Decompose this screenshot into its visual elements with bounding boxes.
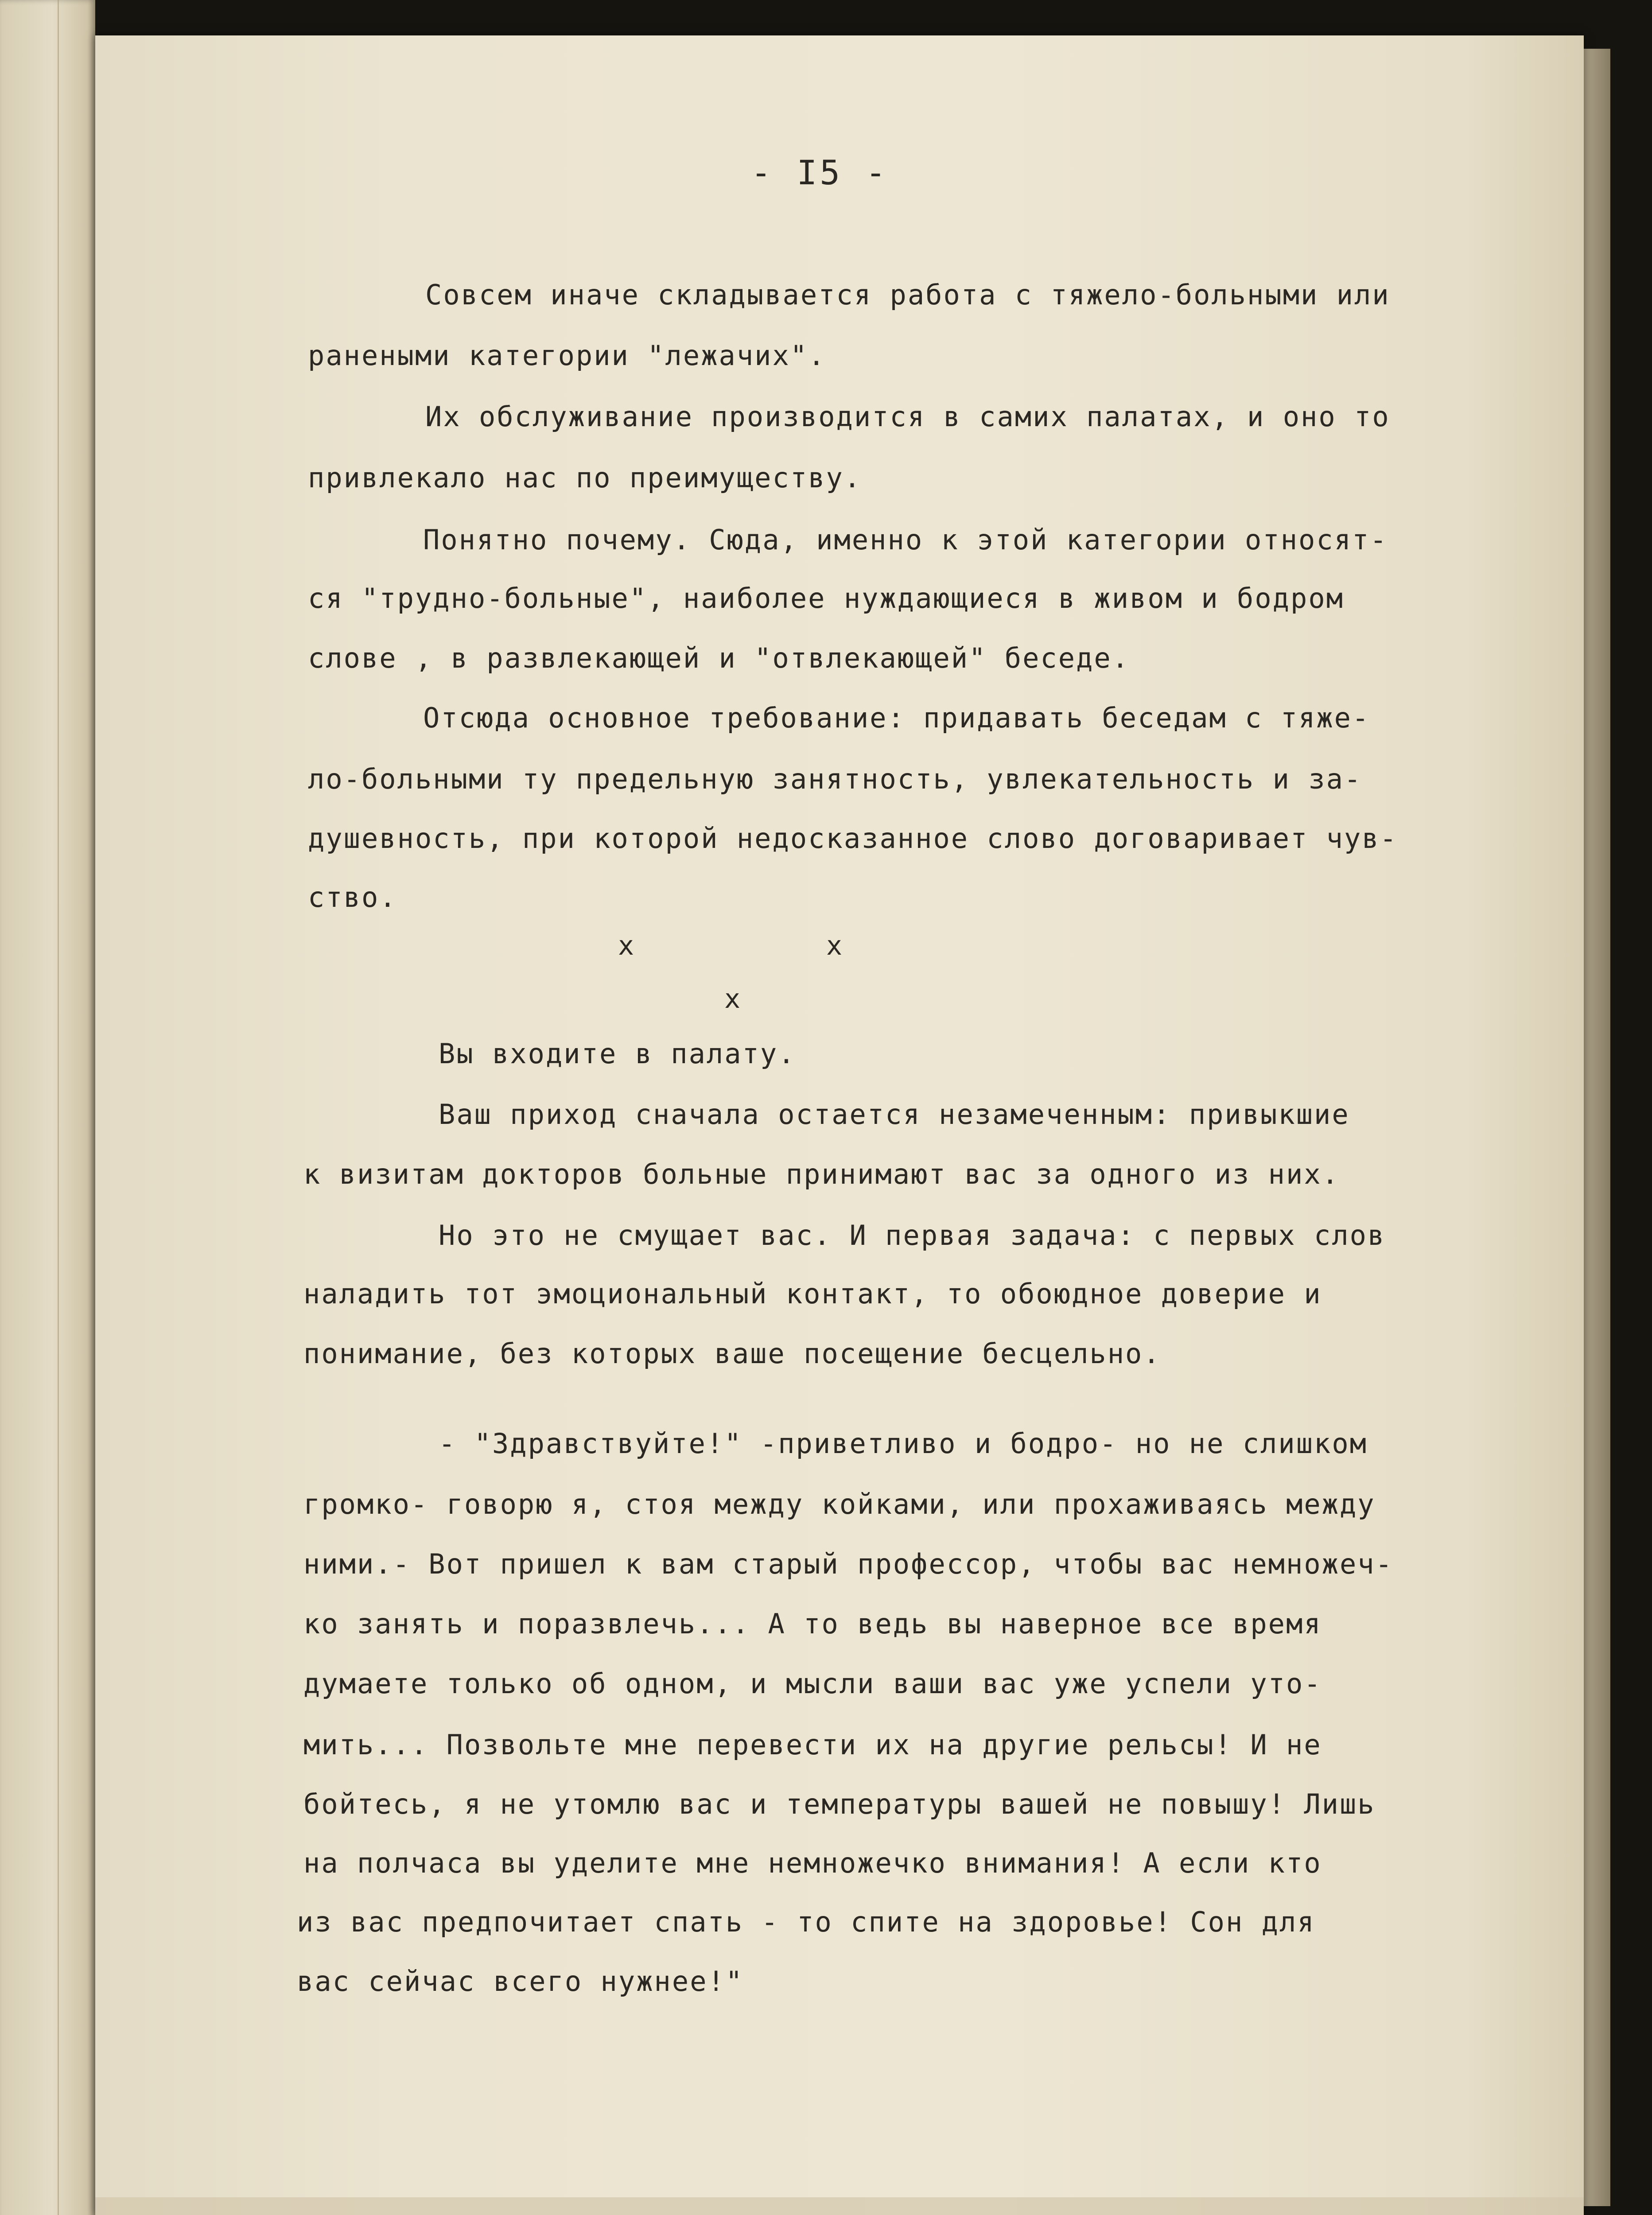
text-line: - "Здравствуйте!" -приветливо и бодро- но не слишком [439,1427,1368,1460]
left-page-edge [0,0,95,2215]
text-line: привлекало нас по преимуществу. [308,462,862,494]
separator-mark: x [724,983,741,1014]
text-line: думаете только об одном, и мысли ваши вас уже успели уто- [303,1667,1322,1700]
text-line: ранеными категории "лежачих". [308,339,826,372]
text-line: бойтесь, я не утомлю вас и температуры вашей не повышу! Лишь [303,1788,1376,1820]
text-line: Их обслуживание производится в самих палатах, и оно то [425,400,1390,433]
fold-line [58,0,59,2215]
separator-mark: x [618,930,634,961]
right-page-edge [1584,49,1610,2206]
text-line: ко занять и поразвлечь... А то ведь вы наверное все время [303,1608,1322,1640]
text-line: наладить тот эмоциональный контакт, то обоюдное доверие и [303,1278,1322,1310]
typed-page [95,35,1584,2215]
text-line: Совсем иначе складывается работа с тяжело-больными или [425,279,1390,311]
text-line: вас сейчас всего нужнее!" [297,1965,744,1997]
page-number: - I5 - [751,153,889,192]
page-bottom-edge [95,2197,1584,2215]
text-line: Ваш приход сначала остается незамеченным: привыкшие [439,1098,1350,1131]
text-line: слове , в развлекающей и "отвлекающей" беседе. [308,642,1130,674]
text-line: на полчаса вы уделите мне немножечко внимания! А если кто [303,1847,1322,1879]
text-line: мить... Позвольте мне перевести их на другие рельсы! И не [303,1729,1322,1761]
text-line: душевность, при которой недосказанное слово договаривает чув- [308,822,1398,855]
text-line: понимание, без которых ваше посещение бесцельно. [303,1337,1161,1370]
text-line: Отсюда основное требование: придавать беседам с тяже- [423,702,1370,734]
text-line: ними.- Вот пришел к вам старый профессор, чтобы вас немножеч- [303,1548,1393,1580]
text-line: Понятно почему. Сюда, именно к этой категории относят- [423,524,1388,556]
text-line: ло-больными ту предельную занятность, увлекательность и за- [308,763,1362,795]
page-content [95,35,1584,2215]
text-line: ство. [308,881,397,913]
text-line: ся "трудно-больные", наиболее нуждающиеся в живом и бодром [308,582,1344,614]
text-line: из вас предпочитает спать - то спите на здоровье! Сон для [297,1906,1315,1938]
text-line: громко- говорю я, стоя между койками, или прохаживаясь между [303,1488,1376,1520]
text-line: к визитам докторов больные принимают вас за одного из них. [303,1158,1340,1190]
text-line: Вы входите в палату. [439,1038,796,1070]
text-line: Но это не смущает вас. И первая задача: с первых слов [439,1219,1386,1251]
separator-mark: x [826,930,843,961]
